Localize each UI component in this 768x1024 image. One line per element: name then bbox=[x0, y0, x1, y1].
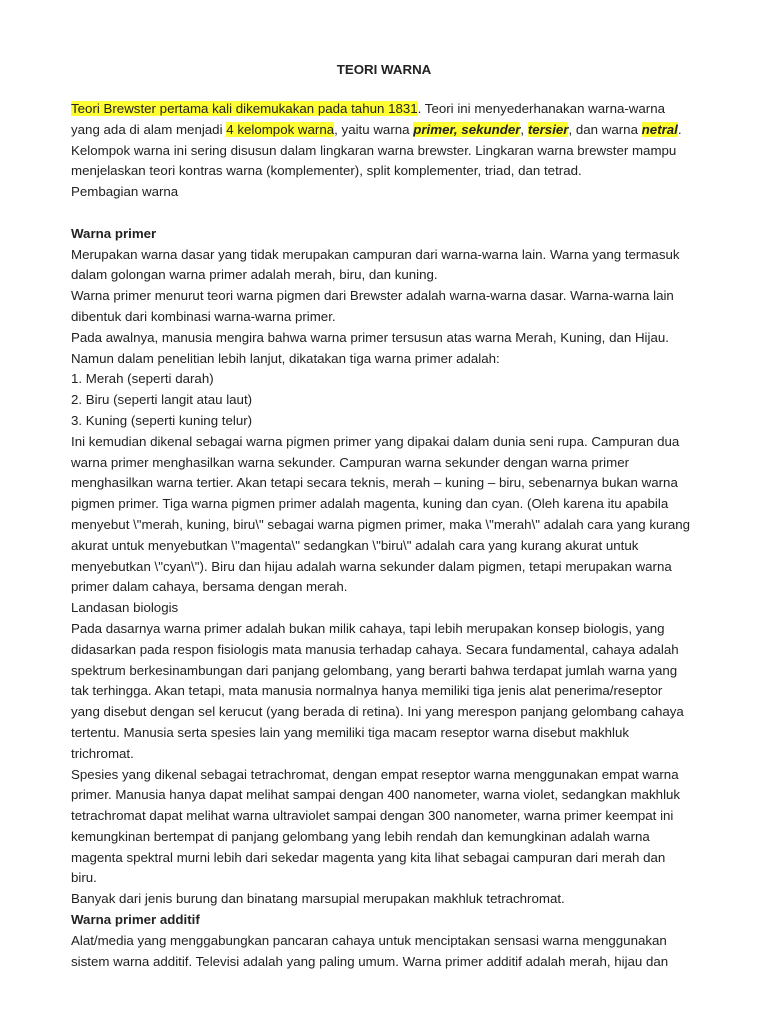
intro-line-3: Kelompok warna ini sering disusun dalam lingkaran warna brewster. Lingkaran warna brewster mampu bbox=[71, 142, 677, 158]
period: . bbox=[677, 121, 682, 137]
term-primer: primer bbox=[413, 121, 454, 137]
paragraph-line: Pada dasarnya warna primer adalah bukan milik cahaya, tapi lebih merupakan konsep biologis, yang bbox=[71, 620, 665, 636]
paragraph-line: biru. bbox=[71, 870, 97, 886]
comma: , bbox=[453, 121, 462, 137]
intro-line-1 bbox=[71, 99, 721, 120]
document-title: TEORI WARNA bbox=[336, 62, 432, 77]
paragraph-line: yang disebut dengan sel kerucut (yang berada di retina). Ini yang merespon panjang gelombang cahaya bbox=[71, 704, 684, 720]
paragraph-line: Landasan biologis bbox=[71, 600, 179, 616]
term-tersier: tersier bbox=[527, 121, 569, 137]
paragraph-line: Pada awalnya, manusia mengira bahwa warna primer tersusun atas warna Merah, Kuning, dan Hijau. bbox=[71, 329, 669, 345]
paragraph-line: tak terhingga. Akan tetapi, mata manusia normalnya hanya memiliki tiga jenis alat penerima/reseptor bbox=[71, 683, 663, 699]
intro-text: yang ada di alam menjadi bbox=[71, 121, 227, 137]
paragraph-line: warna primer menghasilkan warna sekunder. Campuran warna sekunder dengan warna primer bbox=[71, 454, 630, 470]
paragraph-line: dalam golongan warna primer adalah merah, biru, dan kuning. bbox=[71, 267, 438, 283]
paragraph-line: pigmen primer. Tiga warna pigmen primer adalah magenta, kuning dan cyan. (Oleh karena itu apabila bbox=[71, 496, 669, 512]
comma: , bbox=[520, 121, 528, 137]
section-additif-body bbox=[71, 931, 721, 973]
intro-text: . Teori ini menyederhanakan warna-warna bbox=[417, 101, 666, 116]
paragraph-line: sistem warna additif. Televisi adalah yang paling umum. Warna primer additif adalah merah, hijau dan bbox=[71, 953, 669, 969]
paragraph-line: spektrum berkesinambungan dari panjang gelombang, yang berarti bahwa terdapat jumlah warna yang bbox=[71, 662, 678, 678]
term-netral: netral bbox=[641, 121, 678, 137]
paragraph-line: Spesies yang dikenal sebagai tetrachromat, dengan empat reseptor warna menggunakan empat warna bbox=[71, 766, 679, 782]
paragraph-line: magenta spektral murni lebih dari sekedar magenta yang kita lihat sebagai campuran dari merah dan bbox=[71, 849, 666, 865]
paragraph-line: primer dalam cahaya, bersama dengan merah. bbox=[71, 579, 348, 595]
intro-line-2 bbox=[71, 120, 721, 141]
paragraph-line: 3. Kuning (seperti kuning telur) bbox=[71, 412, 253, 428]
section-primer-body bbox=[71, 245, 721, 911]
document-body bbox=[71, 99, 721, 972]
paragraph-line: Ini kemudian dikenal sebagai warna pigmen primer yang dipakai dalam dunia seni rupa. Campuran dua bbox=[71, 433, 680, 449]
paragraph-line: tetrachromat dapat melihat warna ultraviolet sampai dengan 300 nanometer, warna primer keempat ini bbox=[71, 808, 674, 824]
paragraph-line: tertentu. Manusia serta spesies lain yang memiliki tiga macam reseptor warna disebut makhluk bbox=[71, 724, 629, 740]
paragraph-line: kemungkinan bertempat di panjang gelombang yang lebih rendah dan kemungkinan adalah warna bbox=[71, 828, 650, 844]
section-heading-additif: Warna primer additif bbox=[71, 912, 200, 928]
paragraph-line: Merupakan warna dasar yang tidak merupakan campuran dari warna-warna lain. Warna yang termasuk bbox=[71, 246, 680, 262]
intro-line-4: menjelaskan teori kontras warna (komplementer), split komplementer, triad, dan tetrad. bbox=[71, 163, 582, 179]
paragraph-line: Namun dalam penelitian lebih lanjut, dikatakan tiga warna primer adalah: bbox=[71, 350, 500, 366]
paragraph-line: menghasilkan warna tertier. Akan tetapi secara teknis, merah – kuning – biru, sebenarnya bukan warna bbox=[71, 475, 678, 491]
paragraph-line: 1. Merah (seperti darah) bbox=[71, 371, 214, 387]
paragraph-line: menyebut \"merah, kuning, biru\" sebagai warna pigmen primer, maka \"merah\" adalah cara yang kurang bbox=[71, 516, 691, 532]
section-heading-primer: Warna primer bbox=[71, 225, 157, 241]
paragraph-line: primer. Manusia hanya dapat melihat sampai dengan 400 nanometer, warna violet, sedangkan makhluk bbox=[71, 787, 681, 803]
paragraph-line: Banyak dari jenis burung dan binatang marsupial merupakan makhluk tetrachromat. bbox=[71, 891, 565, 907]
paragraph-line: dibentuk dari kombinasi warna-warna primer. bbox=[71, 308, 336, 324]
paragraph-line: akurat untuk menyebutkan \"magenta\" sedangkan \"biru\" adalah cara yang kurang akurat untuk bbox=[71, 537, 639, 553]
paragraph-line: trichromat. bbox=[71, 745, 134, 761]
intro-text: , dan warna bbox=[568, 121, 642, 137]
paragraph-line: Alat/media yang menggabungkan pancaran cahaya untuk menciptakan sensasi warna menggunakan bbox=[71, 932, 667, 948]
paragraph-line: 2. Biru (seperti langit atau laut) bbox=[71, 392, 253, 408]
paragraph-line: menyebutkan \"cyan\"). Biru dan hijau adalah warna sekunder dalam pigmen, tetapi merupakan warna bbox=[71, 558, 672, 574]
highlight-brewster: Teori Brewster pertama kali dikemukakan pada tahun 1831 bbox=[71, 101, 418, 116]
highlight-kelompok: 4 kelompok warna bbox=[226, 121, 335, 137]
highlight-primer bbox=[413, 122, 520, 137]
spacer bbox=[71, 203, 721, 224]
paragraph-line: Warna primer menurut teori warna pigmen dari Brewster adalah warna-warna dasar. Warna-warna lain bbox=[71, 288, 674, 304]
term-sekunder: sekunder bbox=[461, 121, 521, 137]
intro-line-5: Pembagian warna bbox=[71, 184, 179, 200]
paragraph-line: didasarkan pada respon fisiologis mata manusia terhadap cahaya. Secara fundamental, cahaya adalah bbox=[71, 641, 679, 657]
intro-text: , yaitu warna bbox=[334, 121, 414, 137]
